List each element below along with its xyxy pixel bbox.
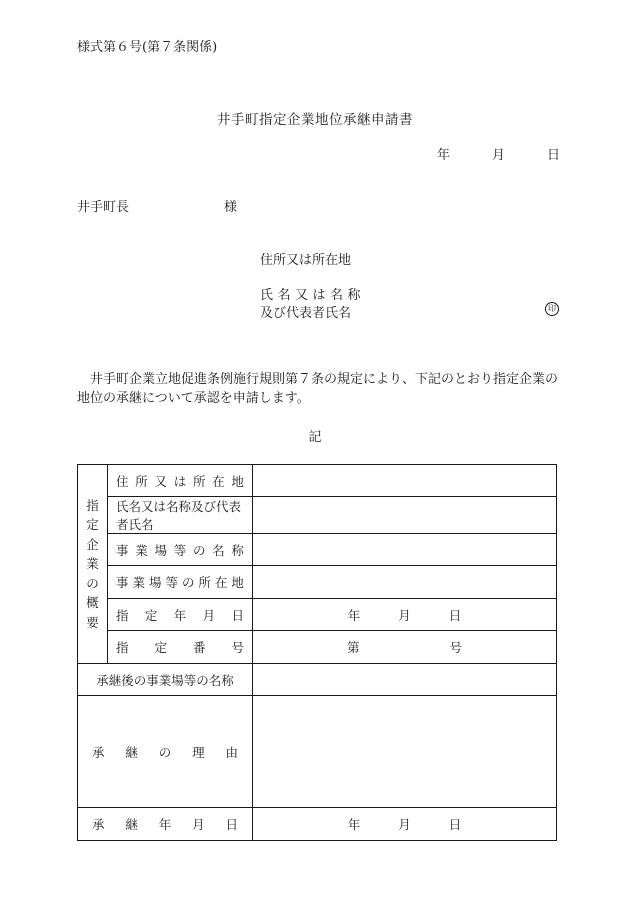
table-row bbox=[78, 808, 557, 841]
form-number: 様式第６号(第７条関係) bbox=[77, 40, 218, 55]
table-row bbox=[78, 696, 557, 808]
value-site-name bbox=[253, 534, 557, 566]
row-label-designation-date bbox=[108, 599, 253, 631]
applicant-address-label: 住所又は所在地 bbox=[260, 253, 352, 268]
label-char: 在 bbox=[212, 473, 225, 489]
row-label-reason bbox=[78, 696, 253, 808]
row-label-succession-date bbox=[78, 808, 253, 841]
label-char: 番 bbox=[192, 640, 206, 655]
value-address bbox=[253, 465, 557, 497]
label-char: 継 bbox=[125, 817, 138, 832]
applicant-name-label: 氏名又は名称 bbox=[260, 288, 366, 303]
label-char: 事 bbox=[116, 542, 129, 558]
value-site-address bbox=[253, 566, 557, 599]
table-row bbox=[78, 631, 557, 664]
label-char: 称 bbox=[231, 542, 244, 558]
addressee-name: 井手町長 bbox=[77, 200, 130, 215]
label-char: 等 bbox=[165, 575, 178, 590]
date-year: 年 bbox=[437, 148, 451, 163]
value-succession-date: 年 月 日 bbox=[253, 808, 557, 841]
label-char: 号 bbox=[231, 640, 244, 655]
table-row bbox=[78, 465, 557, 497]
label-char: 年 bbox=[173, 607, 187, 623]
label-char: の bbox=[192, 542, 206, 558]
label-char: 場 bbox=[154, 542, 167, 558]
label-char: 日 bbox=[225, 817, 238, 832]
table-row bbox=[78, 664, 557, 696]
summary-table bbox=[77, 464, 557, 841]
row-label-site-name bbox=[108, 534, 253, 566]
label-char: 業 bbox=[132, 575, 145, 590]
value-designation-number: 第 号 bbox=[253, 631, 557, 664]
label-char: 所 bbox=[135, 473, 148, 489]
ki-heading: 記 bbox=[308, 430, 322, 445]
label-char: の bbox=[158, 744, 172, 760]
row-label-site-address bbox=[108, 566, 253, 599]
label-char: 承 bbox=[92, 817, 105, 832]
date-month: 月 bbox=[492, 148, 506, 163]
label-char: 在 bbox=[214, 575, 228, 590]
label-char: 指 bbox=[116, 607, 129, 623]
value-name bbox=[253, 497, 557, 534]
addressee bbox=[77, 196, 237, 215]
row-label-name: 氏名又は名称及び代表者氏名 bbox=[108, 497, 253, 534]
label-char: 月 bbox=[192, 817, 205, 832]
label-char: の bbox=[181, 575, 195, 590]
value-designation-date: 年 月 日 bbox=[253, 599, 557, 631]
label-char: 地 bbox=[231, 473, 244, 489]
value-reason bbox=[253, 696, 557, 808]
label-char: 場 bbox=[148, 575, 162, 590]
label-char: 所 bbox=[192, 473, 206, 489]
label-char: 日 bbox=[231, 607, 244, 623]
label-char: 定 bbox=[154, 640, 167, 655]
addressee-honorific: 様 bbox=[224, 200, 238, 215]
seal-mark: 印 bbox=[545, 302, 559, 316]
label-char: 月 bbox=[202, 607, 216, 623]
label-char: 指 bbox=[116, 640, 129, 655]
date-day: 日 bbox=[547, 148, 561, 163]
row-label-post-site-name: 承継後の事業場等の名称 bbox=[78, 664, 253, 696]
label-char: 理 bbox=[192, 744, 205, 760]
label-char: は bbox=[173, 473, 187, 489]
table-row bbox=[78, 534, 557, 566]
label-char: 定 bbox=[144, 607, 158, 623]
label-char: 事 bbox=[116, 575, 129, 590]
row-label-designation-number bbox=[108, 631, 253, 664]
row-label-address bbox=[108, 465, 253, 497]
body-paragraph: 井手町企業立地促進条例施行規則第７条の規定により、下記のとおり指定企業の地位の承継について承認を申請します。 bbox=[77, 372, 559, 406]
label-char: 住 bbox=[116, 473, 129, 489]
application-date bbox=[437, 144, 560, 163]
label-char: 由 bbox=[225, 744, 238, 760]
group-label-cell bbox=[78, 465, 108, 664]
table-row bbox=[78, 599, 557, 631]
group-label: 指 定 企 業 の 概 要 bbox=[86, 497, 99, 630]
label-char: 継 bbox=[125, 744, 138, 760]
table-row bbox=[78, 497, 557, 534]
label-char: 名 bbox=[212, 542, 225, 558]
label-char: 業 bbox=[135, 542, 148, 558]
label-char: 又 bbox=[154, 473, 167, 489]
label-char: 承 bbox=[92, 744, 105, 760]
table-row bbox=[78, 566, 557, 599]
label-char: 等 bbox=[173, 542, 187, 558]
value-post-site-name bbox=[253, 664, 557, 696]
label-char: 地 bbox=[231, 575, 244, 590]
label-char: 年 bbox=[158, 817, 172, 832]
applicant-representative-label: 及び代表者氏名 bbox=[260, 306, 352, 321]
document-title: 井手町指定企業地位承継申請書 bbox=[217, 112, 413, 128]
label-char: 所 bbox=[198, 575, 211, 590]
